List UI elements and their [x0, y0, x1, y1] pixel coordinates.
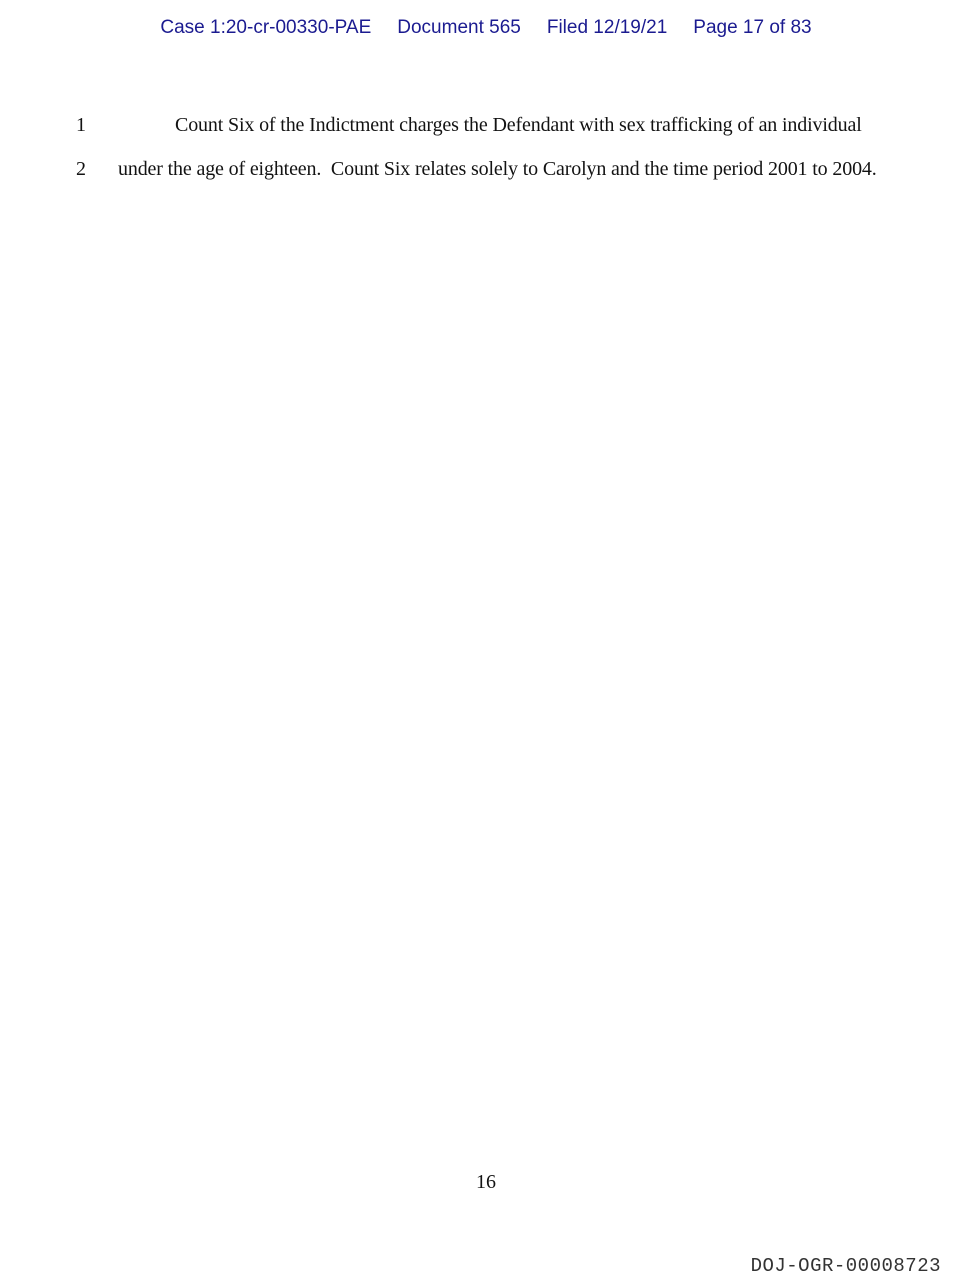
- body-text: Count Six of the Indictment charges the Defendant with sex trafficking of an individual: [175, 114, 862, 136]
- case-header-stamp: [0, 17, 972, 39]
- header-page-of: Page 17 of 83: [693, 17, 812, 38]
- header-filed-date: Filed 12/19/21: [546, 17, 668, 38]
- line-number: 1: [76, 114, 86, 136]
- bates-stamp: DOJ-OGR-00008723: [750, 1255, 941, 1277]
- body-line: [0, 114, 972, 140]
- header-document-number: Document 565: [397, 17, 521, 38]
- body-text: under the age of eighteen. Count Six relates solely to Carolyn and the time period 2001 to 2004.: [118, 158, 877, 180]
- line-number: 2: [76, 158, 86, 180]
- header-case-number: Case 1:20-cr-00330-PAE: [160, 17, 372, 38]
- footer-page-number: 16: [476, 1171, 496, 1193]
- body-line: [0, 158, 972, 184]
